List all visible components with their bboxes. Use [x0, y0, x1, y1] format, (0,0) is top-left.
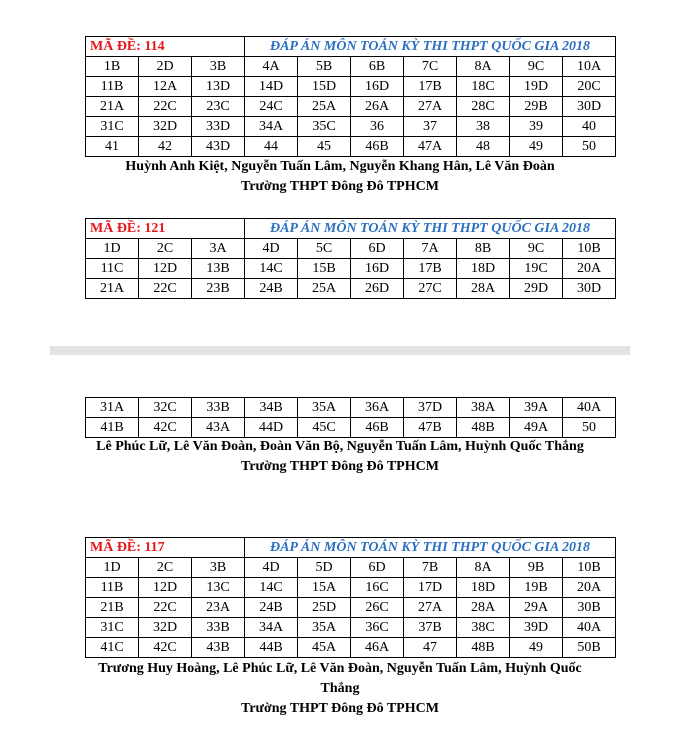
table-row [86, 618, 616, 638]
answer-cell: 9C [510, 57, 563, 77]
table-row [86, 239, 616, 259]
answer-cell: 22C [139, 279, 192, 299]
answer-cell: 43B [192, 638, 245, 658]
answer-cell: 37B [404, 618, 457, 638]
answer-cell: 28A [457, 279, 510, 299]
answer-cell: 33D [192, 117, 245, 137]
answer-cell: 47A [404, 137, 457, 157]
answer-cell: 42 [139, 137, 192, 157]
answer-block-121 [85, 218, 616, 299]
answer-cell: 11C [86, 259, 139, 279]
school-114: Trường THPT Đông Đô TPHCM [241, 179, 439, 194]
answer-cell: 45 [298, 137, 351, 157]
answer-cell: 25A [298, 279, 351, 299]
answer-cell: 35C [298, 117, 351, 137]
answer-cell: 45A [298, 638, 351, 658]
answer-cell: 8B [457, 239, 510, 259]
answer-cell: 38C [457, 618, 510, 638]
answer-cell: 1B [86, 57, 139, 77]
answer-cell: 7C [404, 57, 457, 77]
answer-cell: 3B [192, 57, 245, 77]
answer-cell: 32C [139, 398, 192, 418]
answer-block-121-continued [85, 397, 616, 438]
answer-cell: 5D [298, 558, 351, 578]
answer-cell: 23A [192, 598, 245, 618]
answer-cell: 4A [245, 57, 298, 77]
authors-114: Huỳnh Anh Kiệt, Nguyễn Tuấn Lâm, Nguyễn Khang Hân, Lê Văn Đoàn [125, 159, 555, 174]
answer-cell: 40A [563, 618, 616, 638]
answer-cell: 20A [563, 578, 616, 598]
answer-cell: 48B [457, 638, 510, 658]
answer-cell: 27C [404, 279, 457, 299]
exam-code: MÃ ĐỀ: 114 [86, 37, 245, 57]
table-title: ĐÁP ÁN MÔN TOÁN KỲ THI THPT QUỐC GIA 2018 [245, 37, 616, 57]
answer-table-121-continued [85, 397, 616, 438]
answer-cell: 37D [404, 398, 457, 418]
answer-cell: 21A [86, 279, 139, 299]
answer-cell: 30D [563, 97, 616, 117]
table-row [86, 77, 616, 97]
answer-cell: 31C [86, 117, 139, 137]
answer-cell: 41C [86, 638, 139, 658]
table-row [86, 117, 616, 137]
table-header [86, 219, 616, 239]
answer-cell: 16D [351, 77, 404, 97]
answer-cell: 36A [351, 398, 404, 418]
answer-cell: 29D [510, 279, 563, 299]
answer-cell: 14D [245, 77, 298, 97]
answer-cell: 42C [139, 638, 192, 658]
answer-cell: 44D [245, 418, 298, 438]
answer-cell: 13B [192, 259, 245, 279]
answer-cell: 34A [245, 117, 298, 137]
table-row [86, 398, 616, 418]
answer-cell: 21A [86, 97, 139, 117]
answer-table-121 [85, 218, 616, 299]
answer-cell: 24B [245, 598, 298, 618]
answer-cell: 15A [298, 578, 351, 598]
answer-cell: 9C [510, 239, 563, 259]
answer-cell: 50 [563, 137, 616, 157]
answer-cell: 34A [245, 618, 298, 638]
answer-cell: 46B [351, 137, 404, 157]
answer-cell: 24B [245, 279, 298, 299]
answer-cell: 44 [245, 137, 298, 157]
table-title: ĐÁP ÁN MÔN TOÁN KỲ THI THPT QUỐC GIA 2018 [245, 219, 616, 239]
answer-block-114 [85, 36, 616, 157]
answer-cell: 22C [139, 598, 192, 618]
answer-cell: 37 [404, 117, 457, 137]
answer-cell: 25A [298, 97, 351, 117]
answer-cell: 6D [351, 239, 404, 259]
answer-cell: 1D [86, 239, 139, 259]
answer-cell: 33B [192, 398, 245, 418]
answer-cell: 10B [563, 239, 616, 259]
table-row [86, 259, 616, 279]
answer-cell: 42C [139, 418, 192, 438]
answer-cell: 29B [510, 97, 563, 117]
answer-cell: 17B [404, 259, 457, 279]
answer-cell: 8A [457, 57, 510, 77]
answer-cell: 12A [139, 77, 192, 97]
exam-code: MÃ ĐỀ: 117 [86, 538, 245, 558]
answer-cell: 39D [510, 618, 563, 638]
table-row [86, 57, 616, 77]
answer-cell: 24C [245, 97, 298, 117]
answer-cell: 16D [351, 259, 404, 279]
answer-cell: 13D [192, 77, 245, 97]
answer-cell: 5B [298, 57, 351, 77]
exam-code: MÃ ĐỀ: 121 [86, 219, 245, 239]
answer-cell: 48B [457, 418, 510, 438]
school-121: Trường THPT Đông Đô TPHCM [241, 459, 439, 474]
answer-cell: 21B [86, 598, 139, 618]
answer-cell: 11B [86, 77, 139, 97]
table-row [86, 137, 616, 157]
answer-cell: 20C [563, 77, 616, 97]
answer-cell: 3A [192, 239, 245, 259]
answer-cell: 16C [351, 578, 404, 598]
table-header [86, 37, 616, 57]
authors-121: Lê Phúc Lữ, Lê Văn Đoàn, Đoàn Văn Bộ, Nguyễn Tuấn Lâm, Huỳnh Quốc Thắng [96, 439, 584, 454]
answer-cell: 8A [457, 558, 510, 578]
answer-cell: 19D [510, 77, 563, 97]
answer-cell: 41 [86, 137, 139, 157]
answer-cell: 6B [351, 57, 404, 77]
answer-cell: 49 [510, 638, 563, 658]
answer-cell: 2C [139, 239, 192, 259]
answer-cell: 40A [563, 398, 616, 418]
answer-cell: 25D [298, 598, 351, 618]
school-117: Trường THPT Đông Đô TPHCM [241, 701, 439, 716]
answer-cell: 26C [351, 598, 404, 618]
table-row [86, 279, 616, 299]
answer-cell: 46B [351, 418, 404, 438]
answer-cell: 50 [563, 418, 616, 438]
answer-cell: 31C [86, 618, 139, 638]
answer-cell: 45C [298, 418, 351, 438]
answer-cell: 27A [404, 97, 457, 117]
answer-cell: 10A [563, 57, 616, 77]
answer-cell: 4D [245, 558, 298, 578]
answer-cell: 17B [404, 77, 457, 97]
answer-cell: 2C [139, 558, 192, 578]
answer-cell: 50B [563, 638, 616, 658]
table-row [86, 418, 616, 438]
answer-block-117 [85, 537, 616, 658]
answer-cell: 29A [510, 598, 563, 618]
answer-cell: 18D [457, 578, 510, 598]
answer-cell: 18C [457, 77, 510, 97]
answer-cell: 47 [404, 638, 457, 658]
answer-cell: 33B [192, 618, 245, 638]
answer-cell: 18D [457, 259, 510, 279]
table-row [86, 578, 616, 598]
answer-cell: 35A [298, 398, 351, 418]
answer-cell: 43A [192, 418, 245, 438]
answer-cell: 36 [351, 117, 404, 137]
answer-cell: 20A [563, 259, 616, 279]
answer-cell: 35A [298, 618, 351, 638]
table-title: ĐÁP ÁN MÔN TOÁN KỲ THI THPT QUỐC GIA 2018 [245, 538, 616, 558]
answer-cell: 23B [192, 279, 245, 299]
answer-cell: 32D [139, 618, 192, 638]
answer-cell: 32D [139, 117, 192, 137]
answer-cell: 15D [298, 77, 351, 97]
answer-cell: 41B [86, 418, 139, 438]
answer-cell: 48 [457, 137, 510, 157]
authors-117-line1: Trương Huy Hoàng, Lê Phúc Lữ, Lê Văn Đoàn, Nguyễn Tuấn Lâm, Huỳnh Quốc [98, 661, 582, 676]
answer-cell: 23C [192, 97, 245, 117]
answer-cell: 19B [510, 578, 563, 598]
answer-cell: 12D [139, 259, 192, 279]
answer-cell: 26A [351, 97, 404, 117]
answer-cell: 12D [139, 578, 192, 598]
answer-cell: 6D [351, 558, 404, 578]
answer-cell: 44B [245, 638, 298, 658]
answer-table-117 [85, 537, 616, 658]
table-row [86, 598, 616, 618]
answer-cell: 30D [563, 279, 616, 299]
answer-table-114 [85, 36, 616, 157]
answer-cell: 28C [457, 97, 510, 117]
answer-cell: 13C [192, 578, 245, 598]
answer-cell: 15B [298, 259, 351, 279]
answer-cell: 22C [139, 97, 192, 117]
answer-cell: 4D [245, 239, 298, 259]
answer-cell: 26D [351, 279, 404, 299]
answer-cell: 27A [404, 598, 457, 618]
answer-cell: 31A [86, 398, 139, 418]
answer-cell: 38A [457, 398, 510, 418]
answer-cell: 46A [351, 638, 404, 658]
answer-cell: 2D [139, 57, 192, 77]
answer-cell: 49 [510, 137, 563, 157]
answer-cell: 10B [563, 558, 616, 578]
answer-cell: 7B [404, 558, 457, 578]
answer-cell: 19C [510, 259, 563, 279]
answer-cell: 5C [298, 239, 351, 259]
table-row [86, 558, 616, 578]
answer-cell: 30B [563, 598, 616, 618]
answer-cell: 34B [245, 398, 298, 418]
answer-cell: 43D [192, 137, 245, 157]
page-divider [50, 346, 630, 355]
answer-cell: 38 [457, 117, 510, 137]
answer-cell: 11B [86, 578, 139, 598]
table-row [86, 638, 616, 658]
answer-cell: 14C [245, 578, 298, 598]
answer-cell: 40 [563, 117, 616, 137]
answer-cell: 28A [457, 598, 510, 618]
answer-cell: 36C [351, 618, 404, 638]
answer-cell: 47B [404, 418, 457, 438]
answer-cell: 9B [510, 558, 563, 578]
answer-cell: 7A [404, 239, 457, 259]
answer-cell: 14C [245, 259, 298, 279]
answer-cell: 39 [510, 117, 563, 137]
answer-cell: 49A [510, 418, 563, 438]
answer-cell: 1D [86, 558, 139, 578]
answer-cell: 3B [192, 558, 245, 578]
table-row [86, 97, 616, 117]
authors-117-line2: Thắng [320, 681, 360, 696]
table-header [86, 538, 616, 558]
answer-cell: 39A [510, 398, 563, 418]
answer-cell: 17D [404, 578, 457, 598]
